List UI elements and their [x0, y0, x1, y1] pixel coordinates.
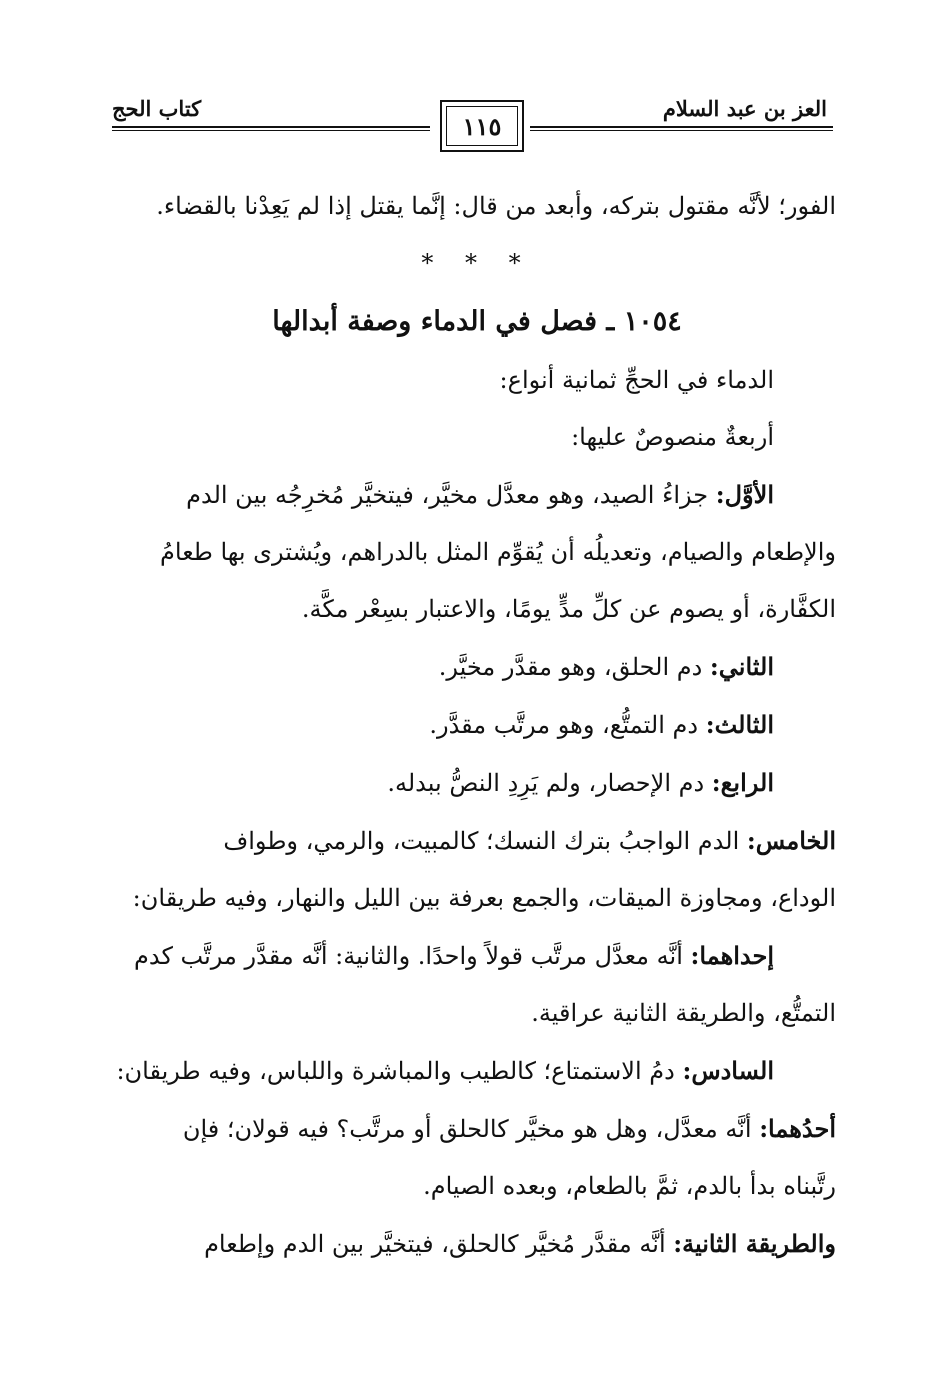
item-text: أنَّه معدَّل مرتَّب قولاً واحدًا. والثانية: أنَّه مقدَّر مرتَّب كدم	[134, 942, 683, 970]
item-text: دم الحلق، وهو مقدَّر مخيَّر.	[438, 653, 703, 681]
item-text: دم التمتُّع، وهو مرتَّب مقدَّر.	[429, 711, 699, 739]
page-number-frame	[440, 100, 524, 152]
item-term: والطريقة الثانية:	[673, 1229, 836, 1258]
paragraph-third	[118, 696, 836, 754]
header-rule-left-thin	[112, 130, 430, 131]
section-divider-stars: * * *	[421, 249, 533, 277]
paragraph-sixth-first-method	[118, 1100, 836, 1158]
item-term: السادس:	[682, 1056, 774, 1085]
item-text: أنَّه مقدَّر مُخيَّر كالحلق، فيتخيَّر بين الدم وإطعام	[204, 1230, 666, 1258]
text-line: رتَّبناه بدأ بالدم، ثمَّ بالطعام، وبعده الصيام.	[423, 1172, 836, 1200]
paragraph-second	[118, 638, 836, 696]
item-term: الثالث:	[705, 710, 774, 739]
page-body	[118, 178, 836, 1273]
text-line: الفور؛ لأنَّه مقتول بتركه، وأبعد من قال: إنَّما يقتل إذا لم يَعِدْنا بالقضاء.	[156, 192, 836, 220]
item-term: أحدُهما:	[759, 1114, 836, 1143]
paragraph-fourth	[118, 754, 836, 812]
paragraph-method-one	[118, 927, 836, 985]
item-term: الأوَّل:	[715, 480, 774, 509]
paragraph-fifth	[118, 812, 836, 870]
item-text: دم الإحصار، ولم يَرِدِ النصُّ ببدله.	[387, 769, 705, 797]
item-term: الرابع:	[711, 768, 774, 797]
text-line: التمتُّع، والطريقة الثانية عراقية.	[531, 999, 836, 1027]
text-line: الكفَّارة، أو يصوم عن كلِّ مدٍّ يومًا، والاعتبار بسِعْر مكَّة.	[301, 595, 836, 623]
paragraph-first	[118, 466, 836, 524]
paragraph-second-method	[118, 1215, 836, 1273]
header-rule-right	[530, 126, 833, 128]
item-term: الثاني:	[709, 652, 774, 681]
item-term: إحداهما:	[690, 941, 774, 970]
header-rule-left	[112, 126, 430, 128]
item-term: الخامس:	[746, 826, 836, 855]
page-number: ١١٥	[462, 112, 502, 141]
text-line: أربعةٌ منصوصٌ عليها:	[571, 423, 774, 451]
section-heading: ١٠٥٤ ـ فصل في الدماء وصفة أبدالها	[272, 306, 682, 337]
running-header-author: العز بن عبد السلام	[662, 96, 827, 121]
item-text: دمُ الاستمتاع؛ كالطيب والمباشرة واللباس، وفيه طريقان:	[116, 1057, 675, 1085]
item-text: أنَّه معدَّل، وهل هو مخيَّر كالحلق أو مرتَّب؟ فيه قولان؛ فإن	[182, 1115, 752, 1143]
header-rule-right-thin	[530, 130, 833, 131]
item-text: الدم الواجبُ بترك النسك؛ كالمبيت، والرمي، وطواف	[223, 827, 740, 855]
item-text: جزاءُ الصيد، وهو معدَّل مخيَّر، فيتخيَّر مُخرِجُه بين الدم	[186, 481, 709, 509]
text-line: الدماء في الحجِّ ثمانية أنواع:	[499, 366, 774, 394]
text-line: الوداع، ومجاوزة الميقات، والجمع بعرفة بين الليل والنهار، وفيه طريقان:	[132, 884, 836, 912]
text-line: والإطعام والصيام، وتعديلُه أن يُقوِّم المثل بالدراهم، ويُشترى بها طعامُ	[160, 538, 836, 566]
running-header-section: كتاب الحج	[112, 96, 202, 121]
paragraph-sixth	[118, 1042, 836, 1100]
